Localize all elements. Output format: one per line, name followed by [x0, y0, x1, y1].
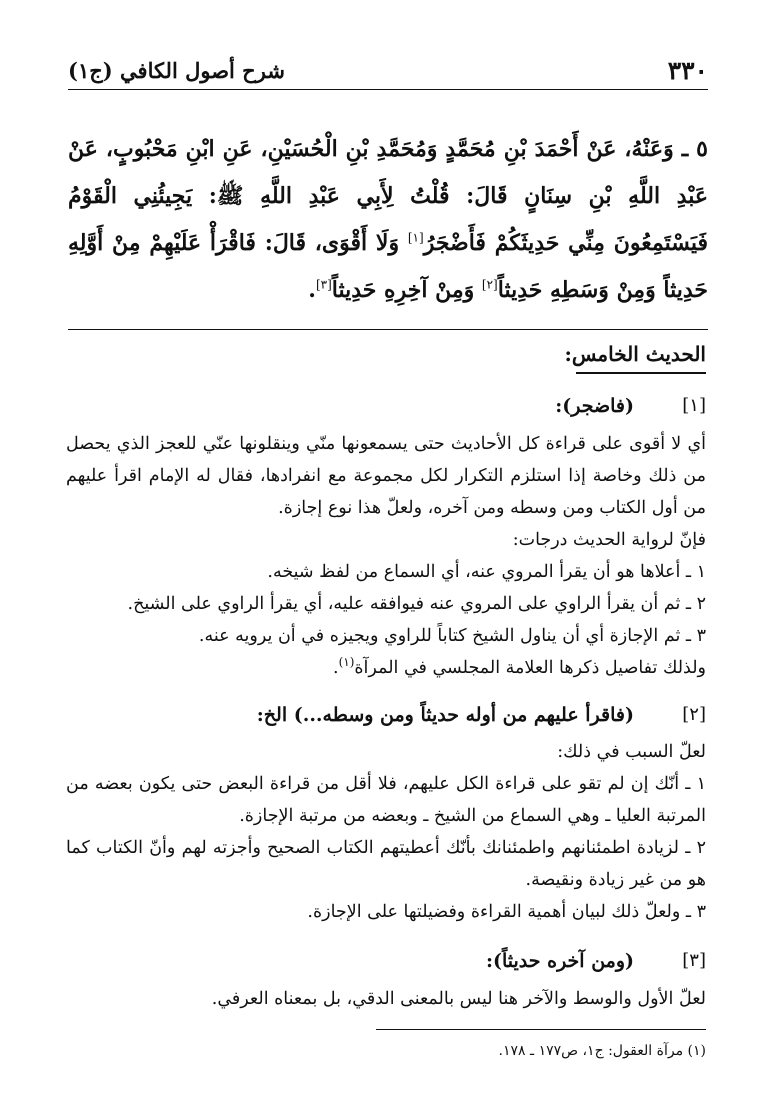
commentary-note: [66, 950, 706, 1015]
footnote-ref: (١): [338, 655, 355, 670]
note-paragraph: ٢ ـ لزيادة اطمئنانهم واطمئنانك بأنّك أعطيتهم الكتاب الصحيح وأجزته لهم وأنّ الكتاب كما هو من غير زيادة ونقيصة.: [66, 838, 706, 890]
note-paragraph: ٣ ـ ولعلّ ذلك لبيان أهمية القراءة وفضيلتها على الإجازة.: [307, 902, 706, 922]
hadith-text-part: ٥ ـ وَعَنْهُ، عَنْ أَحْمَدَ بْنِ مُحَمَّدٍ وَمُحَمَّدِ بْنِ الْحُسَيْنِ، عَنِ ابْنِ مَحْبُوبٍ، عَنْ عَبْدِ اللَّهِ بْنِ سِنَانٍ قَالَ: قُلْتُ لِأَبِي عَبْدِ اللَّهِ ﷺ: يَجِيئُنِي الْقَوْمُ فَيَسْتَمِعُونَ مِنِّي حَدِيثَكُمْ فَأَضْجَرُ: [68, 136, 709, 256]
note-paragraph: [66, 652, 706, 684]
note-body: [66, 395, 706, 684]
note-body: [66, 704, 706, 928]
note-paragraph: لعلّ السبب في ذلك:: [557, 742, 706, 762]
hadith-text-part: وَلَا أَقْوَى، قَالَ: فَاقْرَأْ عَلَيْهِمْ مِنْ أَوَّلِهِ حَدِيثاً وَمِنْ وَسَطِهِ حَدِيثاً: [68, 230, 708, 303]
page-header: [68, 52, 708, 92]
commentary-note: [66, 395, 706, 684]
note-paragraph: ١ ـ أعلاها هو أن يقرأ المروي عنه، أي السماع من لفظ شيخه.: [267, 562, 706, 582]
note-title: (فاضجر):: [555, 395, 634, 417]
footnote-ref: [٣]: [315, 277, 332, 292]
note-paragraph: ٢ ـ ثم أن يقرأ الراوي على المروي عنه فيوافقه عليه، أي يقرأ الراوي على الشيخ.: [127, 594, 706, 614]
footnote: (١) مرآة العقول: ج١، ص١٧٧ ـ ١٧٨.: [498, 1043, 706, 1059]
footnote-rule: [376, 1029, 706, 1030]
note-number: [٢]: [682, 704, 706, 725]
note-number: [١]: [682, 395, 706, 416]
note-paragraph: فإنّ لرواية الحديث درجات:: [512, 530, 706, 550]
note-paragraph: أي لا أقوى على قراءة كل الأحاديث حتى يسمعونها منّي وينقلونها عنّي للعجز الذي يحصل من ذلك وخاصة إذا استلزم التكرار لكل مجموعة مع انفرادها، فقال له الإمام اقرأ عليهم من أول الكتاب ومن وسطه ومن آخره، ولعلّ هذا نوع إجازة.: [66, 434, 706, 518]
hadith-text: [68, 126, 708, 314]
section-divider: [68, 329, 708, 330]
note-paragraph: ١ ـ أنّك إن لم تقو على قراءة الكل عليهم، فلا أقل من قراءة البعض حتى يكون بعضه من المرتبة العليا ـ وهي السماع من الشيخ ـ وبعضه من مرتبة الإجازة.: [66, 774, 706, 826]
page-number: ٣٣٠: [667, 56, 708, 85]
hadith-text-part: وَمِنْ آخِرِهِ حَدِيثاً: [331, 277, 482, 303]
hadith-text-part: .: [308, 277, 316, 303]
note-paragraph: ٣ ـ ثم الإجازة أي أن يناول الشيخ كتاباً للراوي ويجيزه في أن يرويه عنه.: [198, 626, 706, 646]
running-title: شرح أصول الكافي (ج١): [68, 58, 285, 83]
footnote-ref: [٢]: [481, 277, 498, 292]
note-title: (فاقرأ عليهم من أوله حديثاً ومن وسطه...) الخ:: [256, 704, 634, 726]
header-rule: [68, 89, 708, 90]
section-heading: الحديث الخامس:: [564, 342, 706, 366]
note-paragraph: لعلّ الأول والوسط والآخر هنا ليس بالمعنى الدقي، بل بمعناه العرفي.: [211, 989, 706, 1009]
note-text: .: [332, 658, 339, 678]
note-text: ولذلك تفاصيل ذكرها العلامة المجلسي في المرآة: [354, 658, 706, 678]
footnote-ref: [١]: [407, 230, 424, 245]
commentary-note: [66, 704, 706, 928]
heading-underline: [576, 372, 706, 374]
note-number: [٣]: [682, 950, 706, 971]
note-title: (ومن آخره حديثاً):: [485, 950, 634, 972]
